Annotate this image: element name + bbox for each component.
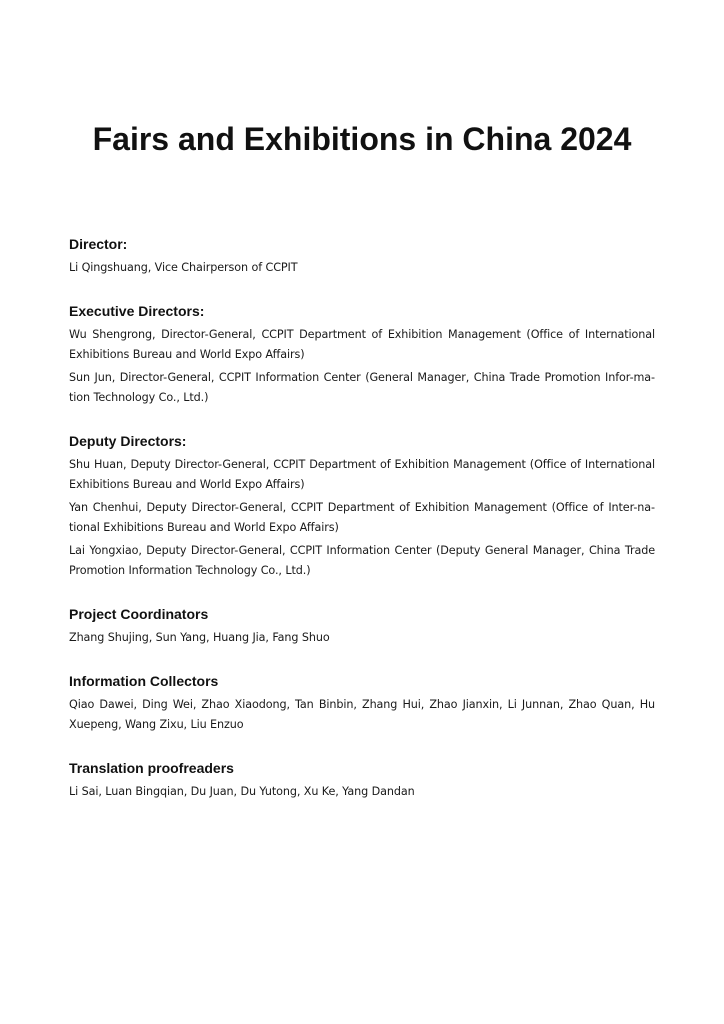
credit-entry: Lai Yongxiao, Deputy Director-General, CCPIT Information Center (Deputy General Manager, China Trade Promotion Information Technology Co., Ltd.): [69, 544, 655, 577]
section-heading: Director:: [69, 236, 128, 252]
page-title: Fairs and Exhibitions in China 2024: [92, 121, 632, 157]
section-executive-directors: [69, 302, 655, 408]
credit-entry: Li Qingshuang, Vice Chairperson of CCPIT: [69, 261, 298, 274]
credit-entry: Li Sai, Luan Bingqian, Du Juan, Du Yutong, Xu Ke, Yang Dandan: [69, 785, 415, 798]
section-deputy-directors: [69, 432, 655, 581]
credit-entry: Wu Shengrong, Director-General, CCPIT Department of Exhibition Management (Office of International Exhibitions Bureau and World Expo Affairs): [69, 328, 655, 361]
section-heading: Translation proofreaders: [69, 760, 234, 776]
section-heading: Executive Directors:: [69, 303, 205, 319]
credit-entry: Yan Chenhui, Deputy Director-General, CCPIT Department of Exhibition Management (Office of Inter-na-tional Exhibitions Bureau and World Expo Affairs): [69, 501, 655, 534]
credit-entry: Zhang Shujing, Sun Yang, Huang Jia, Fang Shuo: [69, 631, 330, 644]
section-director: [69, 235, 655, 278]
credits-list: [69, 235, 655, 826]
section-project-coordinators: [69, 605, 655, 648]
section-translation-proofreaders: [69, 759, 655, 802]
credit-entry: Shu Huan, Deputy Director-General, CCPIT Department of Exhibition Management (Office of International Exhibitions Bureau and World Expo Affairs): [69, 458, 655, 491]
section-heading: Deputy Directors:: [69, 433, 187, 449]
credit-entry: Qiao Dawei, Ding Wei, Zhao Xiaodong, Tan Binbin, Zhang Hui, Zhao Jianxin, Li Junnan, Zhao Quan, Hu Xuepeng, Wang Zixu, Liu Enzuo: [69, 698, 655, 731]
section-heading: Information Collectors: [69, 673, 219, 689]
credit-entry: Sun Jun, Director-General, CCPIT Information Center (General Manager, China Trade Promotion Infor-ma-tion Technology Co., Ltd.): [69, 371, 655, 404]
section-heading: Project Coordinators: [69, 606, 209, 622]
section-information-collectors: [69, 672, 655, 735]
